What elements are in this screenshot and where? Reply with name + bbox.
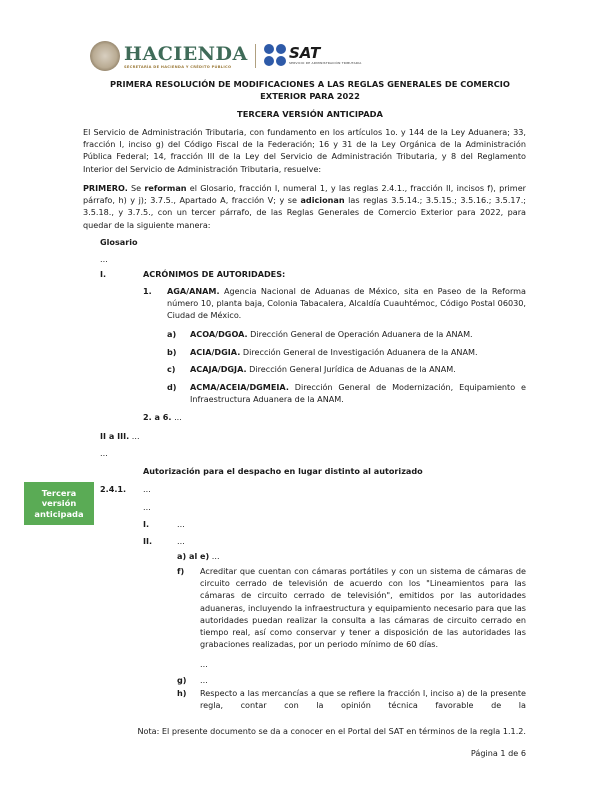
numerales-rest: 2. a 6. ... [143,412,182,422]
intro-paragraph: El Servicio de Administración Tributaria, con fundamento en los artículos 1o. y 144 de la Ley Aduanera; 33, fracción I, inciso g) del Código Fiscal de la Federación; 16 y 31 de la Ley Orgánica de la Administración Pública Federal; 14, fracción III de la Ley del Servicio de Administración Tributaria, y 8 del Reglamento Interior del Servicio de Administración Tributaria, resuelve: [83,127,526,174]
inciso-letter: a) [167,329,177,339]
inciso-text: ACAJA/DGJA. Dirección General Jurídica de Aduanas de la ANAM. [190,364,456,374]
primero-text-1: Se [127,183,145,193]
inciso-letter: d) [167,382,177,392]
inciso-f-letter: f) [177,566,185,576]
fraccion-ii-text: ... [177,536,185,546]
document-title-line2: EXTERIOR PARA 2022 [260,91,360,101]
version-side-label: Tercera versión anticipada [24,482,94,525]
sat-logo [264,44,361,66]
footer-note: Nota: El presente documento se da a conocer en el Portal del SAT en términos de la regla 1.1.2. [137,726,526,736]
numeral-1-text [167,285,526,322]
fraccion-ii-number: II. [143,536,153,546]
incisos-a-e: a) al e) ... [177,551,220,561]
fraccion-i-number: I. [143,519,150,529]
sat-logo-subtitle: SERVICIO DE ADMINISTRACIÓN TRIBUTARIA [289,60,362,65]
glosario-ellipsis: ... [100,254,108,264]
document-title-line1: PRIMERA RESOLUCIÓN DE MODIFICACIONES A LAS REGLAS GENERALES DE COMERCIO [110,79,510,89]
inciso-h-letter: h) [177,688,187,698]
sat-logo-word: SAT [289,43,321,62]
mexico-seal-icon [90,41,120,71]
hacienda-logo-subtitle: SECRETARÍA DE HACIENDA Y CRÉDITO PÚBLICO [124,64,232,69]
hacienda-logo [90,40,248,72]
document-subtitle: TERCERA VERSIÓN ANTICIPADA [237,109,383,119]
numeral-1-acronym: AGA/ANAM. [167,286,220,296]
fraccion-number: I. [100,269,107,279]
fraccion-i-text: ... [177,519,185,529]
inciso-text: ACIA/DGIA. Dirección General de Investigación Aduanera de la ANAM. [190,347,478,357]
inciso-text: ACMA/ACEIA/DGMEIA. Dirección General de Modernización, Equipamiento e Infraestructura Aduanera de la ANAM. [190,382,526,405]
numeral-1-description: Agencia Nacional de Aduanas de México, sita en Paseo de la Reforma número 10, planta baja, Colonia Tabacalera, Alcaldía Cuauhtémoc, Código Postal 06030, Ciudad de México. [167,286,526,321]
primero-text-3: las reglas 3.5.14.; 3.5.15.; 3.5.16.; 3.5.17.; 3.5.18., y 3.7.5., con un tercer párrafo, de las Reglas Generales de Comercio Exterior para 2022, para quedar de la siguiente manera: [83,195,526,230]
fraccion-title: ACRÓNIMOS DE AUTORIDADES: [143,269,286,279]
glosario-ellipsis-2: ... [100,448,108,458]
primero-text-2: el Glosario, fracción I, numeral 1, y las reglas 2.4.1., fracción II, incisos f), primer párrafo, h) y j); 3.7.5., Apartado A, fracción V; y se [83,183,526,206]
page-number: Página 1 de 6 [470,748,526,758]
adicionan-keyword: adicionan [300,195,345,206]
glosario-heading: Glosario [100,237,138,247]
regla-ellipsis-1: ... [143,484,151,494]
hacienda-logo-word: HACIENDA [124,42,248,65]
inciso-g-letter: g) [177,675,187,685]
inciso-g-text: ... [200,675,208,685]
primero-paragraph [83,182,526,231]
inciso-letter: b) [167,347,177,357]
inciso-f-text: Acreditar que cuentan con cámaras portátiles y con un sistema de cámaras de circuito cerrado de televisión de acuerdo con los "Lineamientos para las cámaras de circuito cerrado de televisión", emitidos por las autoridades aduaneras, incluyendo la infraestructura y equipamiento necesario para que las autoridades puedan realizar la consulta a las cámaras de circuito cerrado en tiempo real, así como conservar y tener a disposición de las autoridades las grabaciones realizadas, por un periodo mínimo de 60 días. [200,566,526,650]
numeral-number: 1. [143,286,152,296]
reforman-keyword: reforman [144,183,187,193]
regla-ellipsis-2: ... [143,502,151,512]
fracciones-rest: II a III. ... [100,431,140,441]
inciso-text: ACOA/DGOA. Dirección General de Operación Aduanera de la ANAM. [190,329,473,339]
primero-label: PRIMERO. [83,183,128,193]
regla-heading: Autorización para el despacho en lugar distinto al autorizado [143,466,423,476]
inciso-h-text: Respecto a las mercancías a que se refiere la fracción I, inciso a) de la presente regla, contar con la opinión técnica favorable de la [200,688,526,711]
inciso-f-ellipsis: ... [200,659,208,669]
inciso-letter: c) [167,364,176,374]
regla-number: 2.4.1. [100,484,127,494]
logo-divider [255,44,256,68]
sat-dots-icon [264,44,286,66]
